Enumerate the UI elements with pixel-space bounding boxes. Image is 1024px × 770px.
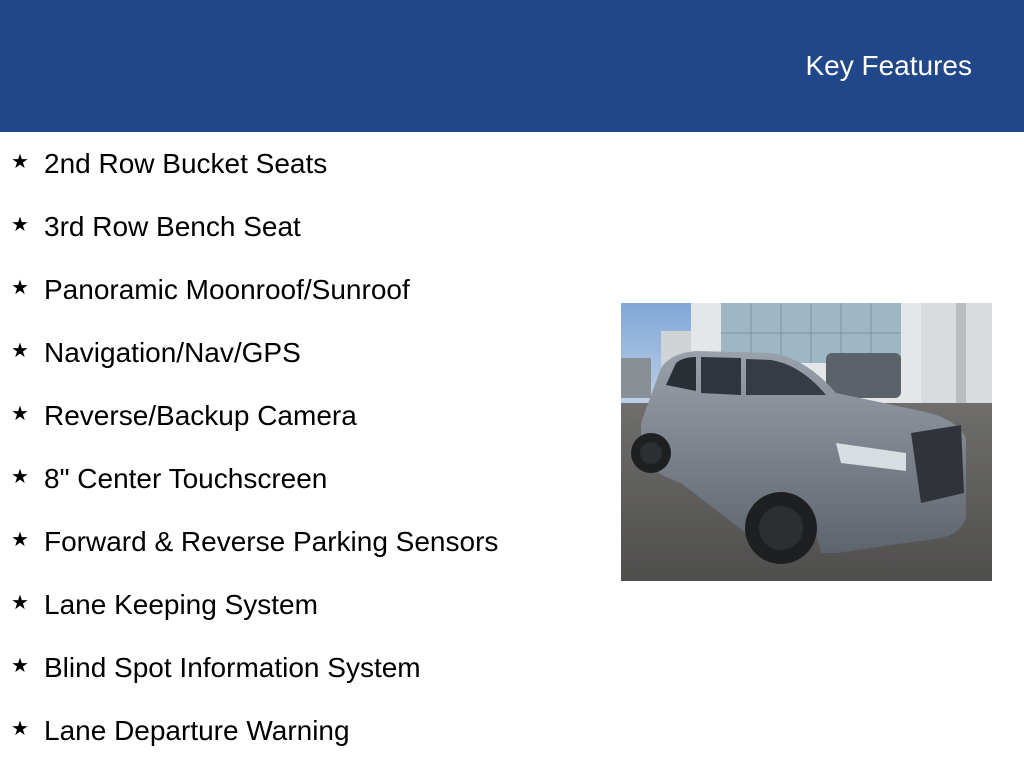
list-item xyxy=(0,581,600,644)
list-item xyxy=(0,392,600,455)
feature-label: 3rd Row Bench Seat xyxy=(44,211,301,242)
list-item xyxy=(0,329,600,392)
star-icon: ★ xyxy=(11,275,29,299)
star-icon: ★ xyxy=(11,149,29,173)
star-icon: ★ xyxy=(11,527,29,551)
list-item xyxy=(0,518,600,581)
list-item xyxy=(0,203,600,266)
star-icon: ★ xyxy=(11,401,29,425)
list-item xyxy=(0,266,600,329)
vehicle-photo xyxy=(621,303,992,581)
feature-label: Blind Spot Information System xyxy=(44,652,421,683)
star-icon: ★ xyxy=(11,716,29,740)
feature-label: Lane Departure Warning xyxy=(44,715,350,746)
star-icon: ★ xyxy=(11,212,29,236)
page-title: Key Features xyxy=(805,50,972,81)
feature-label: Panoramic Moonroof/Sunroof xyxy=(44,274,410,305)
list-item xyxy=(0,140,600,203)
list-item xyxy=(0,707,600,770)
list-item xyxy=(0,644,600,707)
feature-label: Reverse/Backup Camera xyxy=(44,400,357,431)
feature-label: Navigation/Nav/GPS xyxy=(44,337,301,368)
feature-label: 8" Center Touchscreen xyxy=(44,463,328,494)
feature-label: Lane Keeping System xyxy=(44,589,318,620)
header-banner xyxy=(0,0,1024,132)
list-item xyxy=(0,455,600,518)
key-features-list xyxy=(0,140,600,770)
star-icon: ★ xyxy=(11,653,29,677)
star-icon: ★ xyxy=(11,464,29,488)
feature-label: 2nd Row Bucket Seats xyxy=(44,148,328,179)
feature-label: Forward & Reverse Parking Sensors xyxy=(44,526,499,557)
star-icon: ★ xyxy=(11,338,29,362)
star-icon: ★ xyxy=(11,590,29,614)
